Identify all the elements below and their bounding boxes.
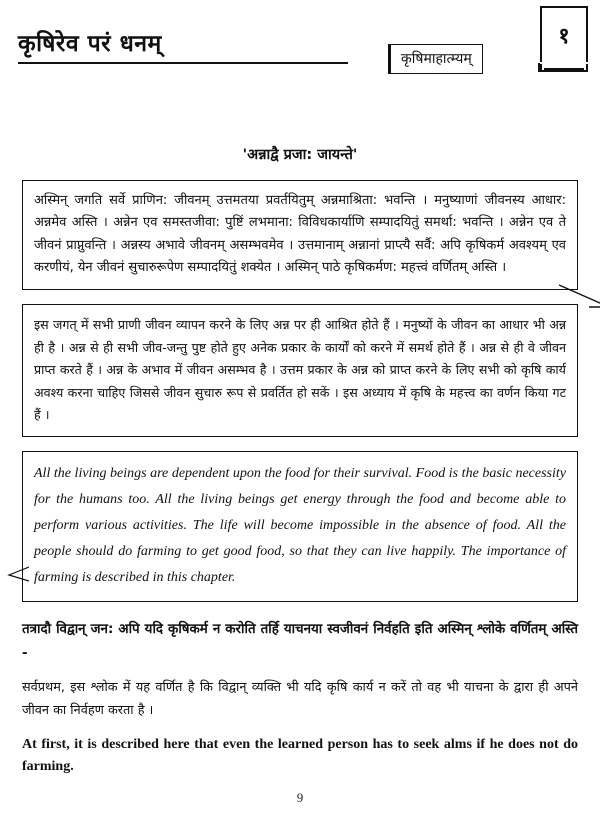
sanskrit-passage-text: अस्मिन् जगति सर्वे प्राणिन: जीवनम् उत्तमतया प्रवर्तयितुम् अन्नमाश्रिता: भवन्ति । मनुष्याणां जीवनस्य आधार: अन्नमेव अस्ति । अन्नेन एव समस्तजीवा: पुष्टिं लभमाना: विविधकार्याणि सम्पादयितुं समर्था: भवन्ति । अन्नेन एव ते जीवनं प्राप्नुवन्ति । अन्नस्य अभावे जीवनम् असम्भवमेव । उत्तमानाम् अन्नानां प्राप्त्यै सर्वै: अपि कृषिकर्म अवश्यम् एव करणीयं, येन जीवनं सुचारुरूपेण सम्पादयितुं शक्येत । अस्मिन् पाठे कृषिकर्मण: महत्त्वं वर्णितम् अस्ति । bbox=[34, 193, 566, 276]
footer-page-number: 9 bbox=[296, 790, 304, 805]
running-head: कृषिमाहात्म्यम् bbox=[390, 44, 483, 74]
closing-sanskrit-text: तत्रादौ विद्वान् जन: अपि यदि कृषिकर्म न करोति तर्हि याचनया स्वजीवनं निर्वहति इति अस्मिन् श्लोके वर्णितम् अस्ति - bbox=[22, 621, 578, 661]
chapter-number-notch-right bbox=[580, 62, 590, 64]
closing-hindi-text: सर्वप्रथम, इस श्लोक में यह वर्णित है कि विद्वान् व्यक्ति भी यदि कृषि कार्य न करें तो वह भी याचना के द्वारा ही अपने जीवन का निर्वहण करता है । bbox=[22, 679, 578, 718]
chapter-number-base-rule bbox=[544, 68, 584, 70]
page-content bbox=[0, 144, 600, 778]
english-passage-text: All the living beings are dependent upon the food for their survival. Food is the basic necessity for the humans too. All the living beings get energy through the food and become able to perform various activities. The life will become impossible in the absence of food. All the people should do farming to get good food, so that they can live happily. The importance of farming is described in this chapter. bbox=[34, 466, 566, 586]
chapter-number-badge bbox=[540, 6, 588, 72]
chapter-number-value: १ bbox=[558, 24, 570, 49]
closing-section bbox=[22, 618, 578, 779]
page-title: कृषिरेव परं धनम् bbox=[18, 31, 162, 57]
verse-quote: 'अन्नाद्वै प्रजा: जायन्ते' bbox=[242, 147, 358, 163]
page-header bbox=[0, 0, 600, 92]
chapter-number-tick-left bbox=[538, 63, 540, 72]
sanskrit-passage-box bbox=[22, 180, 578, 290]
hindi-passage-box bbox=[22, 304, 578, 437]
header-rule bbox=[18, 62, 348, 64]
english-passage-box bbox=[22, 451, 578, 601]
callout-tail-lower bbox=[7, 565, 29, 583]
closing-english-text: At first, it is described here that even the learned person has to seek alms if he does not do farming. bbox=[22, 736, 578, 775]
hindi-passage-text: इस जगत् में सभी प्राणी जीवन व्यापन करने के लिए अन्न पर ही आश्रित होते हैं । मनुष्यों के जीवन का आधार भी अन्न ही है । अन्न से ही सभी जीव-जन्तु पुष्ट होते हुए अनेक प्रकार के कार्यों को करने में समर्थ होते हैं । अन्न से ही वे जीवन प्राप्त करते हैं । अन्न के अभाव में जीवन असम्भव है । उत्तम प्रकार के अन्न को प्राप्त करने के लिए सभी को कृषि कार्य अवश्य करना चाहिए जिससे जीवन सुचारु रूप से प्रवर्तित हो सकें । इस अध्याय में कृषि के महत्त्व का वर्णन किया गट हैं । bbox=[34, 317, 566, 423]
